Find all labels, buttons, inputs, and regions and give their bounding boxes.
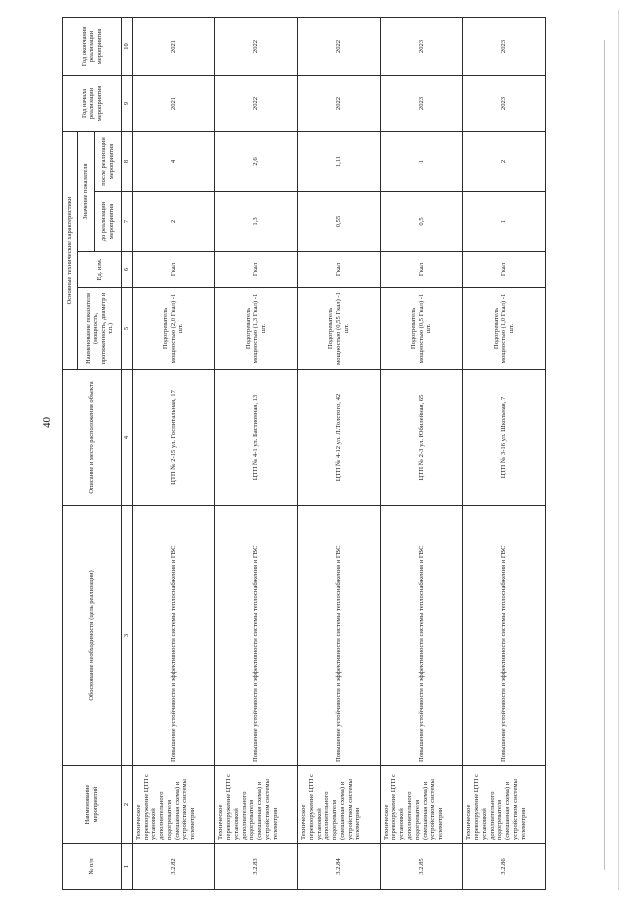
row-before: 0,55 xyxy=(298,192,381,252)
row-reason: Повышение устойчивости и эффективности системы теплоснабжения и ГВС xyxy=(132,506,215,766)
table-row xyxy=(298,17,381,889)
row-param: Подогреватель мощностью (2,0 Гкал) -1 шт. xyxy=(132,288,215,370)
column-number-row xyxy=(121,17,132,889)
row-num: 3.2.85 xyxy=(380,844,463,890)
rotated-table-container xyxy=(62,18,546,890)
row-num: 3.2.86 xyxy=(463,844,546,890)
column-number: 3 xyxy=(121,506,132,766)
table-row xyxy=(132,17,215,889)
row-object: ЦТП № 3-16 ул. Школьная, 7 xyxy=(463,370,546,506)
row-after: 1 xyxy=(380,131,463,191)
column-number: 2 xyxy=(121,766,132,844)
row-start: 2022 xyxy=(298,75,381,131)
row-name: Техническое перевооружение ЦТП с установкой дополнительного подогревателя (смешанная схема) и устройством системы телеметрии xyxy=(380,766,463,844)
header-reason: Обоснование необходимости (цель реализации) xyxy=(63,506,122,766)
column-number: 4 xyxy=(121,370,132,506)
row-after: 2 xyxy=(463,131,546,191)
header-end-year: Год окончания реализации мероприятия xyxy=(63,17,122,75)
row-param: Подогреватель мощностью (0,5 Гкал) -1 шт. xyxy=(380,288,463,370)
header-before: до реализации мероприятия xyxy=(95,192,122,252)
header-main-characteristics: Основные технические характеристики xyxy=(63,131,78,369)
header-values-group: Значение показателя xyxy=(78,131,95,251)
table-row xyxy=(380,17,463,889)
row-start: 2022 xyxy=(215,75,298,131)
row-before: 2 xyxy=(132,192,215,252)
header-num: № п/п xyxy=(63,844,122,890)
row-before: 1,3 xyxy=(215,192,298,252)
row-name: Техническое перевооружение ЦТП с установкой дополнительного подогревателя (смешанная схема) и устройством системы телеметрии xyxy=(132,766,215,844)
header-param: Наименование показателя (мощность, протяженность, диаметр и т.п.) xyxy=(78,288,121,370)
row-object: ЦТП № 4-12 ул. Л.Толстого, 42 xyxy=(298,370,381,506)
row-reason: Повышение устойчивости и эффективности системы теплоснабжения и ГВС xyxy=(380,506,463,766)
row-param: Подогреватель мощностью (1,3 Гкал) -1 шт. xyxy=(215,288,298,370)
column-number: 10 xyxy=(121,17,132,75)
row-end: 2022 xyxy=(298,17,381,75)
row-reason: Повышение устойчивости и эффективности системы теплоснабжения и ГВС xyxy=(298,506,381,766)
table-row xyxy=(215,17,298,889)
row-after: 4 xyxy=(132,131,215,191)
row-param: Подогреватель мощностью (0,55 Гкал) -1 шт. xyxy=(298,288,381,370)
table-row xyxy=(463,17,546,889)
row-start: 2021 xyxy=(132,75,215,131)
row-unit: Гкал xyxy=(132,252,215,288)
row-unit: Гкал xyxy=(380,252,463,288)
row-end: 2023 xyxy=(380,17,463,75)
column-number: 8 xyxy=(121,131,132,191)
header-name: Наименование мероприятий xyxy=(63,766,122,844)
header-row xyxy=(63,17,78,889)
column-number: 6 xyxy=(121,252,132,288)
row-name: Техническое перевооружение ЦТП с установкой дополнительного подогревателя (смешанная схема) и устройством системы телеметрии xyxy=(215,766,298,844)
row-param: Подогреватель мощностью (1,0 Гкал) -1 шт. xyxy=(463,288,546,370)
row-name: Техническое перевооружение ЦТП с установкой дополнительного подогревателя (смешанная схема) и устройством системы телеметрии xyxy=(463,766,546,844)
row-name: Техническое перевооружение ЦТП с установкой дополнительного подогревателя (смешанная схема) и устройством системы телеметрии xyxy=(298,766,381,844)
row-unit: Гкал xyxy=(298,252,381,288)
row-after: 2,6 xyxy=(215,131,298,191)
scan-edge-line xyxy=(618,10,619,890)
row-end: 2021 xyxy=(132,17,215,75)
row-end: 2023 xyxy=(463,17,546,75)
row-before: 0,5 xyxy=(380,192,463,252)
row-reason: Повышение устойчивости и эффективности системы теплоснабжения и ГВС xyxy=(463,506,546,766)
row-unit: Гкал xyxy=(215,252,298,288)
column-number: 9 xyxy=(121,75,132,131)
row-end: 2022 xyxy=(215,17,298,75)
row-unit: Гкал xyxy=(463,252,546,288)
column-number: 5 xyxy=(121,288,132,370)
row-reason: Повышение устойчивости и эффективности системы теплоснабжения и ГВС xyxy=(215,506,298,766)
row-object: ЦТП № 2-15 ул. Госпитальная, 17 xyxy=(132,370,215,506)
column-number: 7 xyxy=(121,192,132,252)
header-object: Описание и место расположения объекта xyxy=(63,370,122,506)
measures-table xyxy=(62,17,546,890)
row-num: 3.2.83 xyxy=(215,844,298,890)
row-object: ЦТП № 2-3 ул. Юбилейная, 65 xyxy=(380,370,463,506)
row-before: 1 xyxy=(463,192,546,252)
row-num: 3.2.82 xyxy=(132,844,215,890)
row-num: 3.2.84 xyxy=(298,844,381,890)
row-start: 2023 xyxy=(463,75,546,131)
scan-edge-line xyxy=(604,40,605,870)
row-start: 2023 xyxy=(380,75,463,131)
header-start-year: Год начала реализации мероприятия xyxy=(63,75,122,131)
header-after: после реализации мероприятия xyxy=(95,131,122,191)
row-after: 1,11 xyxy=(298,131,381,191)
row-object: ЦТП № 4-1 ул. Бастионная, 13 xyxy=(215,370,298,506)
column-number: 1 xyxy=(121,844,132,890)
header-unit: Ед. изм. xyxy=(78,252,121,288)
page-number: 40 xyxy=(41,417,53,428)
